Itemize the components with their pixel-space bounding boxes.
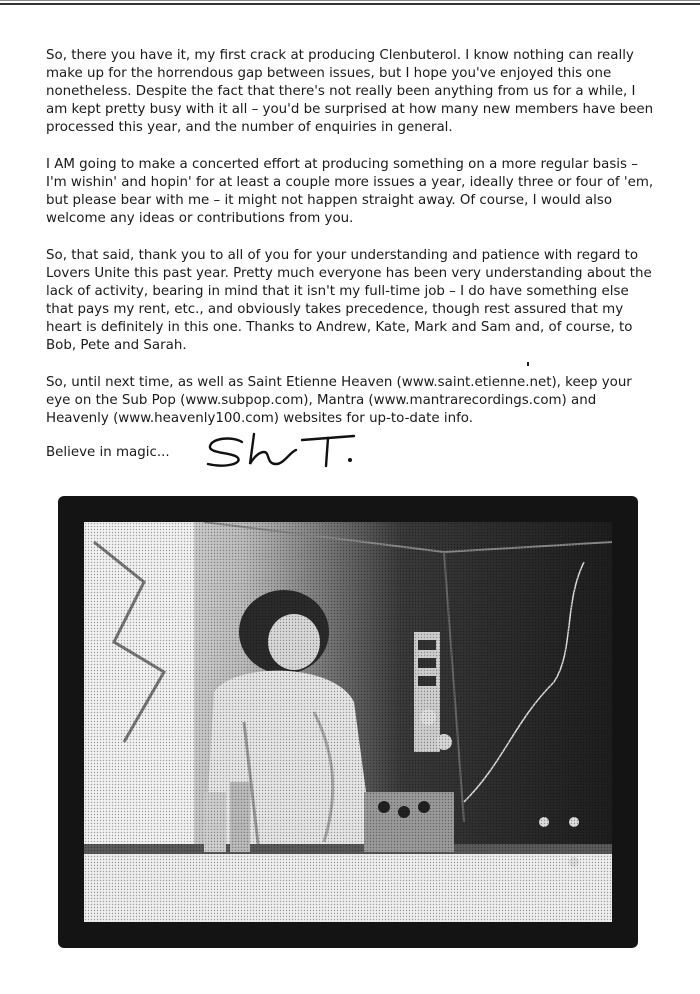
paragraph-4: So, until next time, as well as Saint Etienne Heaven (www.saint.etienne.net), keep your eye on the Sub Pop (www.subpop.com), Mantra (www.mantrarecordings.com) and Heavenly (www.heavenly100.com) websites for up-to-date info. [46,375,632,426]
closing-line: Believe in magic... [46,445,170,460]
paragraph-2: I AM going to make a concerted effort at producing something on a more regular basis – I'm wishin' and hopin' for at least a couple more issues a year, ideally three or four of 'em, but please bear with me – it might not happen straight away. Of course, I would also welcome any ideas or contributions from you. [46,157,654,226]
paragraph-3: So, that said, thank you to all of you for your understanding and patience with regard to Lovers Unite this past year. Pretty much everyone has been very understanding about the lack of activity, bearing in mind that it isn't my full-time job – I do have something else that pays my rent, etc., and obviously takes precedence, though rest assured that my heart is definitely in this one. Thanks to Andrew, Kate, Mark and Sam and, of course, to Bob, Pete and Sarah. [46,248,652,353]
photo-illustration [84,522,612,922]
photo-frame [58,496,638,948]
speck [527,362,529,366]
sign-off [46,430,446,480]
halftone-photo [84,522,612,922]
letter-body [46,47,658,447]
handwritten-signature [204,430,404,480]
paragraph-1: So, there you have it, my first crack at producing Clenbuterol. I know nothing can really make up for the horrendous gap between issues, but I hope you've enjoyed this one nonetheless. Despite the fact that there's not really been anything from us for a while, I am kept pretty busy with it all – you'd be surprised at how many new members have been processed this year, and the number of enquiries in general. [46,48,654,135]
page-edge [0,0,700,1]
top-rule [0,3,700,5]
